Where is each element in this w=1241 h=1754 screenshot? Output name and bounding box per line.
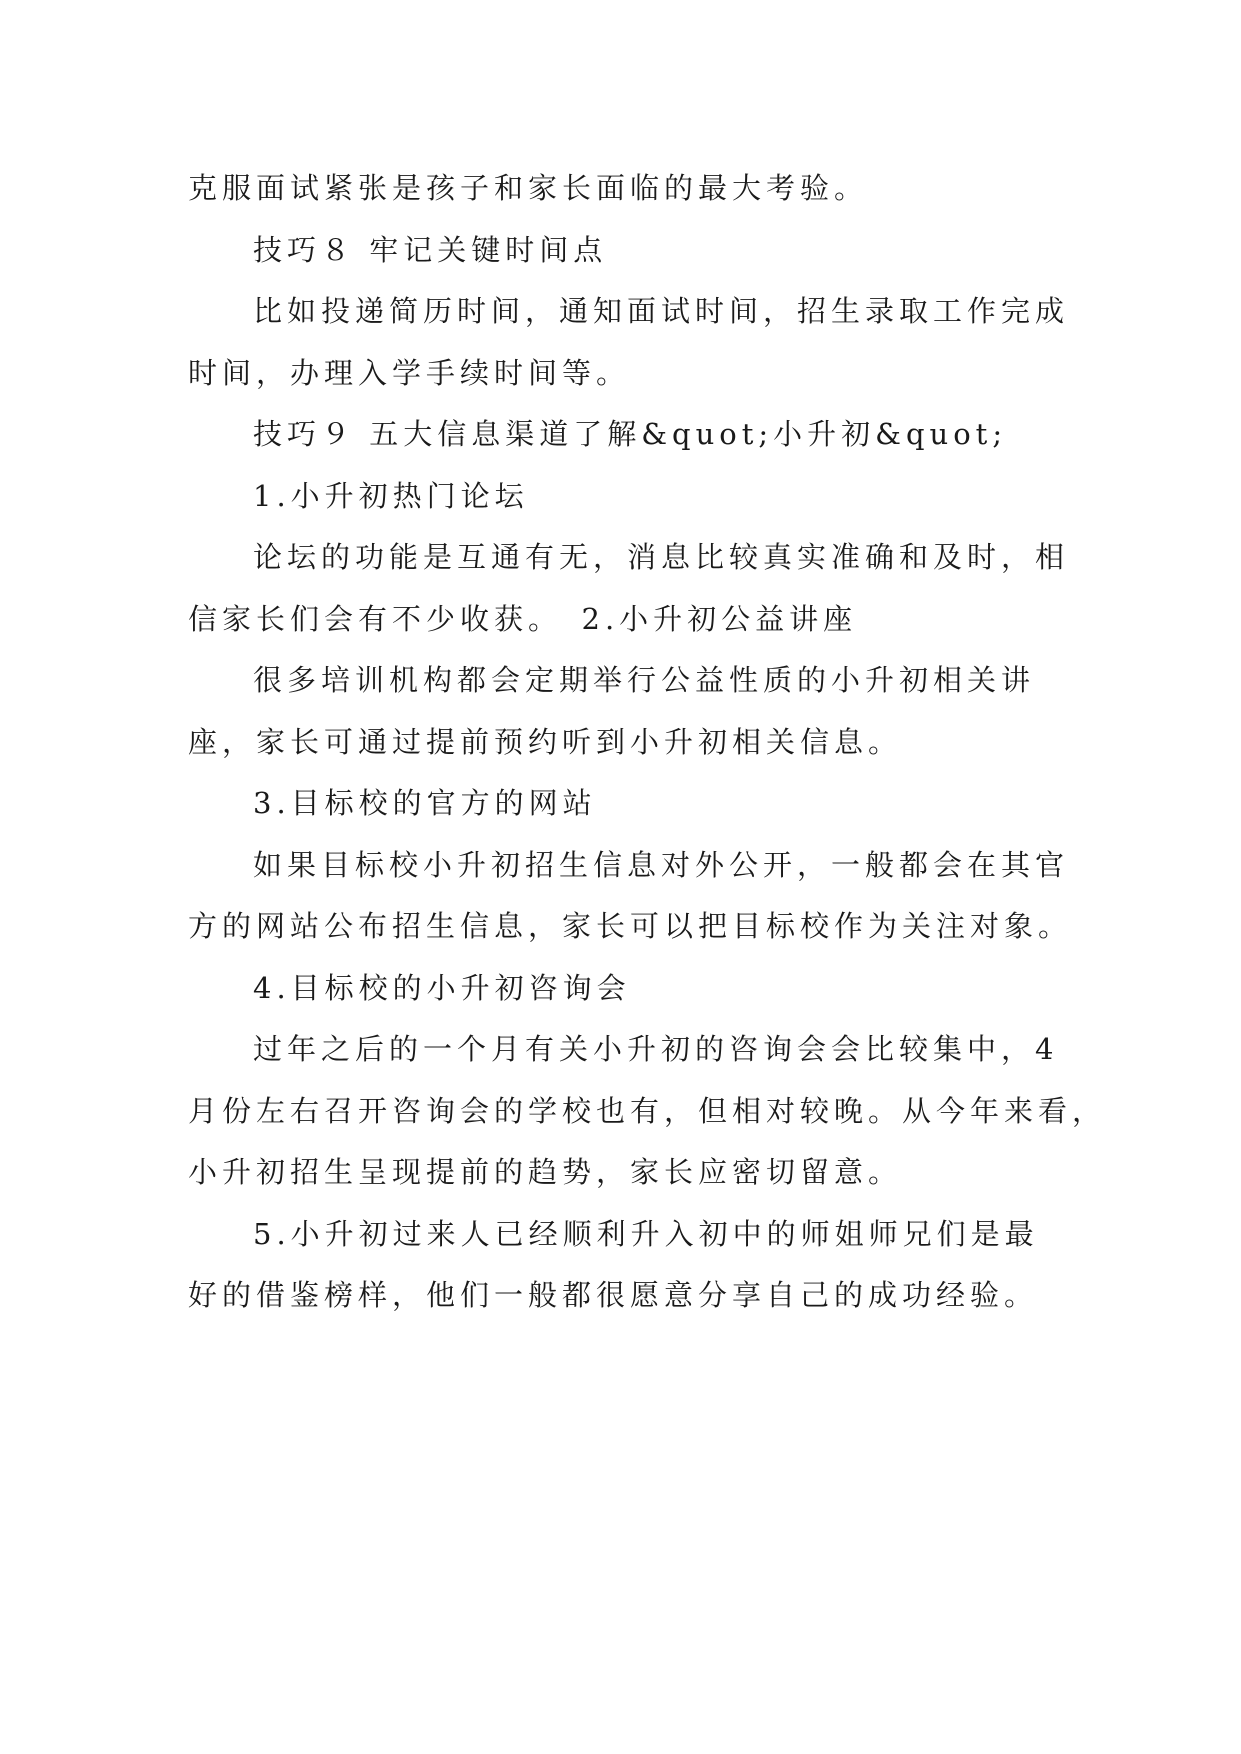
text-line: 月份左右召开咨询会的学校也有，但相对较晚。从今年来看， [188,1093,1107,1128]
text-line: 很多培训机构都会定期举行公益性质的小升初相关讲 [253,663,1036,697]
text-line: 过年之后的一个月有关小升初的咨询会会比较集中，4 [253,1032,1059,1066]
text-line: 克服面试紧张是孩子和家长面临的最大考验。 [188,171,869,205]
text-line: 论坛的功能是互通有无，消息比较真实准确和及时，相 [253,540,1070,574]
text-line: 比如投递简历时间，通知面试时间，招生录取工作完成 [253,294,1070,328]
list-item-heading: 5.小升初过来人已经顺利升入初中的师姐师兄们是最 [253,1216,1039,1251]
text-line: 方的网站公布招生信息，家长可以把目标校作为关注对象。 [188,909,1073,943]
list-item-heading: 3.目标校的官方的网站 [253,786,597,820]
text-line: 小升初招生呈现提前的趋势，家长应密切留意。 [188,1155,903,1189]
text-line: 如果目标校小升初招生信息对外公开，一般都会在其官 [253,847,1070,882]
text-line: 座，家长可通过提前预约听到小升初相关信息。 [188,724,903,759]
section-heading: 技巧８ 牢记关键时间点 [253,232,608,267]
list-item-heading: 4.目标校的小升初咨询会 [253,970,631,1005]
text-line: 时间，办理入学手续时间等。 [188,355,631,390]
document-body [188,158,1107,1327]
text-line: 信家长们会有不少收获。 2.小升初公益讲座 [188,601,858,636]
list-item-heading: 1.小升初热门论坛 [253,478,529,513]
section-heading: 技巧９ 五大信息渠道了解&quot;小升初&quot; [253,417,1008,451]
text-line: 好的借鉴榜样，他们一般都很愿意分享自己的成功经验。 [188,1278,1039,1312]
